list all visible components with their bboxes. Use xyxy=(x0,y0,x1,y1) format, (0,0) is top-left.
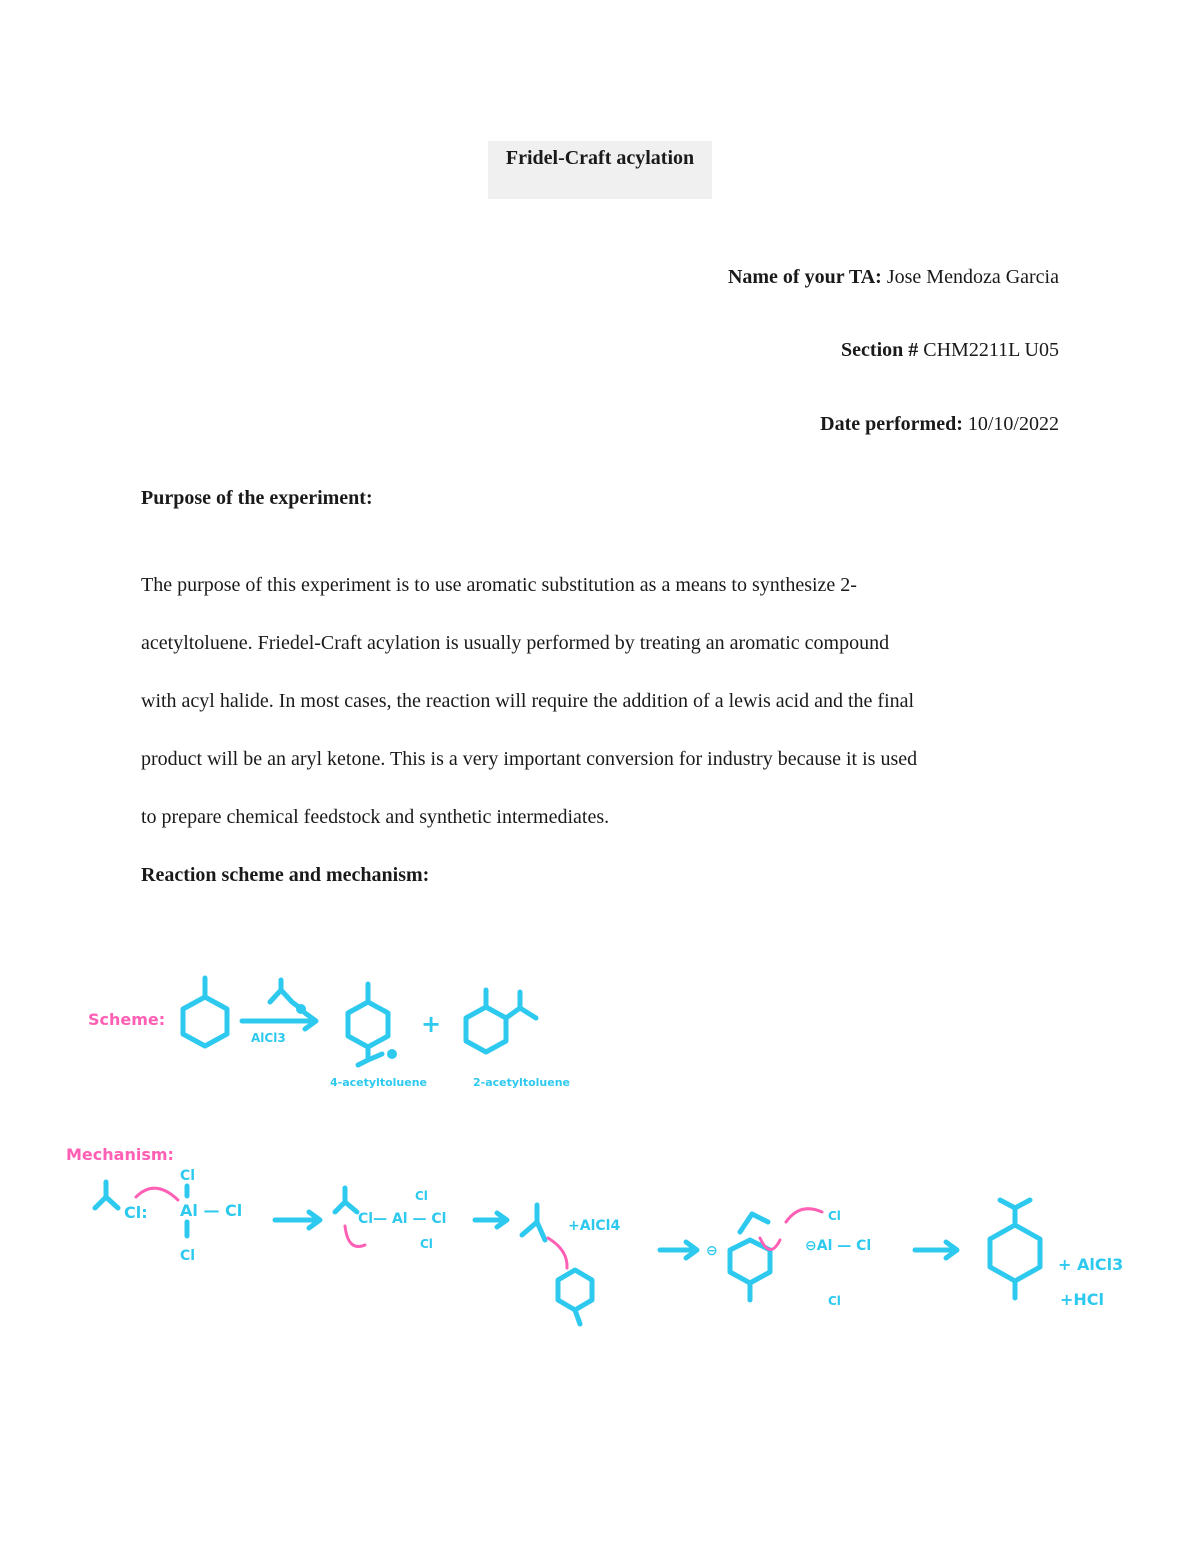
svg-text:Al — Cl: Al — Cl xyxy=(180,1201,243,1220)
reaction-drawing xyxy=(0,950,1200,1370)
svg-text:Cl: Cl xyxy=(180,1168,196,1184)
svg-text:Cl: Cl xyxy=(420,1237,433,1251)
paragraph-line: The purpose of this experiment is to use aromatic substitution as a means to synthesize 2- xyxy=(141,574,857,596)
date-line xyxy=(820,411,1059,437)
paragraph-line: product will be an aryl ketone. This is a very important conversion for industry because it is used xyxy=(141,748,918,770)
byproduct-2: +HCl xyxy=(1060,1290,1105,1309)
svg-text:Cl— Al — Cl: Cl— Al — Cl xyxy=(358,1211,447,1227)
reaction-heading: Reaction scheme and mechanism: xyxy=(141,864,430,886)
svg-text:Cl: Cl xyxy=(828,1209,841,1223)
purpose-paragraph xyxy=(141,556,1061,846)
svg-text:Cl: Cl xyxy=(828,1294,841,1308)
date-value: 10/10/2022 xyxy=(967,413,1059,435)
ta-label: Name of your TA: xyxy=(727,266,882,288)
reagent-label: AlCl3 xyxy=(251,1031,286,1045)
toluene-structure xyxy=(183,978,227,1046)
acetyl-chloride-alcl3 xyxy=(95,1168,242,1264)
paragraph-line: acetyltoluene. Friedel-Craft acylation is usually performed by treating an aromatic compound xyxy=(141,632,890,654)
svg-text:Cl: Cl xyxy=(180,1248,196,1264)
mechanism-label: Mechanism: xyxy=(66,1145,174,1164)
ion-label: +AlCl4 xyxy=(568,1218,621,1234)
purpose-heading: Purpose of the experiment: xyxy=(141,487,373,509)
product-2-label: 2-acetyltoluene xyxy=(473,1076,570,1089)
document-title: Fridel-Craft acylation xyxy=(505,147,695,169)
plus-sign: + xyxy=(421,1010,442,1038)
byproduct-1: + AlCl3 xyxy=(1058,1255,1124,1274)
acylium-ion xyxy=(522,1205,620,1324)
scheme-label: Scheme: xyxy=(88,1010,166,1029)
section-label: Section # xyxy=(841,339,919,361)
product-1-structure xyxy=(330,984,427,1089)
date-label: Date performed: xyxy=(820,413,963,435)
ta-value: Jose Mendoza Garcia xyxy=(886,266,1059,288)
section-line xyxy=(841,337,1059,363)
section-value: CHM2211L U05 xyxy=(923,339,1059,361)
final-product xyxy=(990,1200,1123,1309)
sigma-complex xyxy=(706,1209,871,1308)
paragraph-line: to prepare chemical feedstock and synthetic intermediates. xyxy=(141,806,610,828)
paragraph-line: with acyl halide. In most cases, the reaction will require the addition of a lewis acid and the final xyxy=(141,690,915,712)
scheme-arrow xyxy=(242,980,316,1045)
product-2-structure xyxy=(466,990,570,1089)
complex-intermediate xyxy=(335,1188,446,1251)
ta-line xyxy=(728,264,1059,290)
svg-text:⊖Al — Cl: ⊖Al — Cl xyxy=(805,1238,872,1254)
svg-text:⊖: ⊖ xyxy=(706,1243,718,1259)
product-1-label: 4-acetyltoluene xyxy=(330,1076,427,1089)
svg-text:Cl:: Cl: xyxy=(124,1203,148,1222)
svg-text:Cl: Cl xyxy=(415,1189,428,1203)
